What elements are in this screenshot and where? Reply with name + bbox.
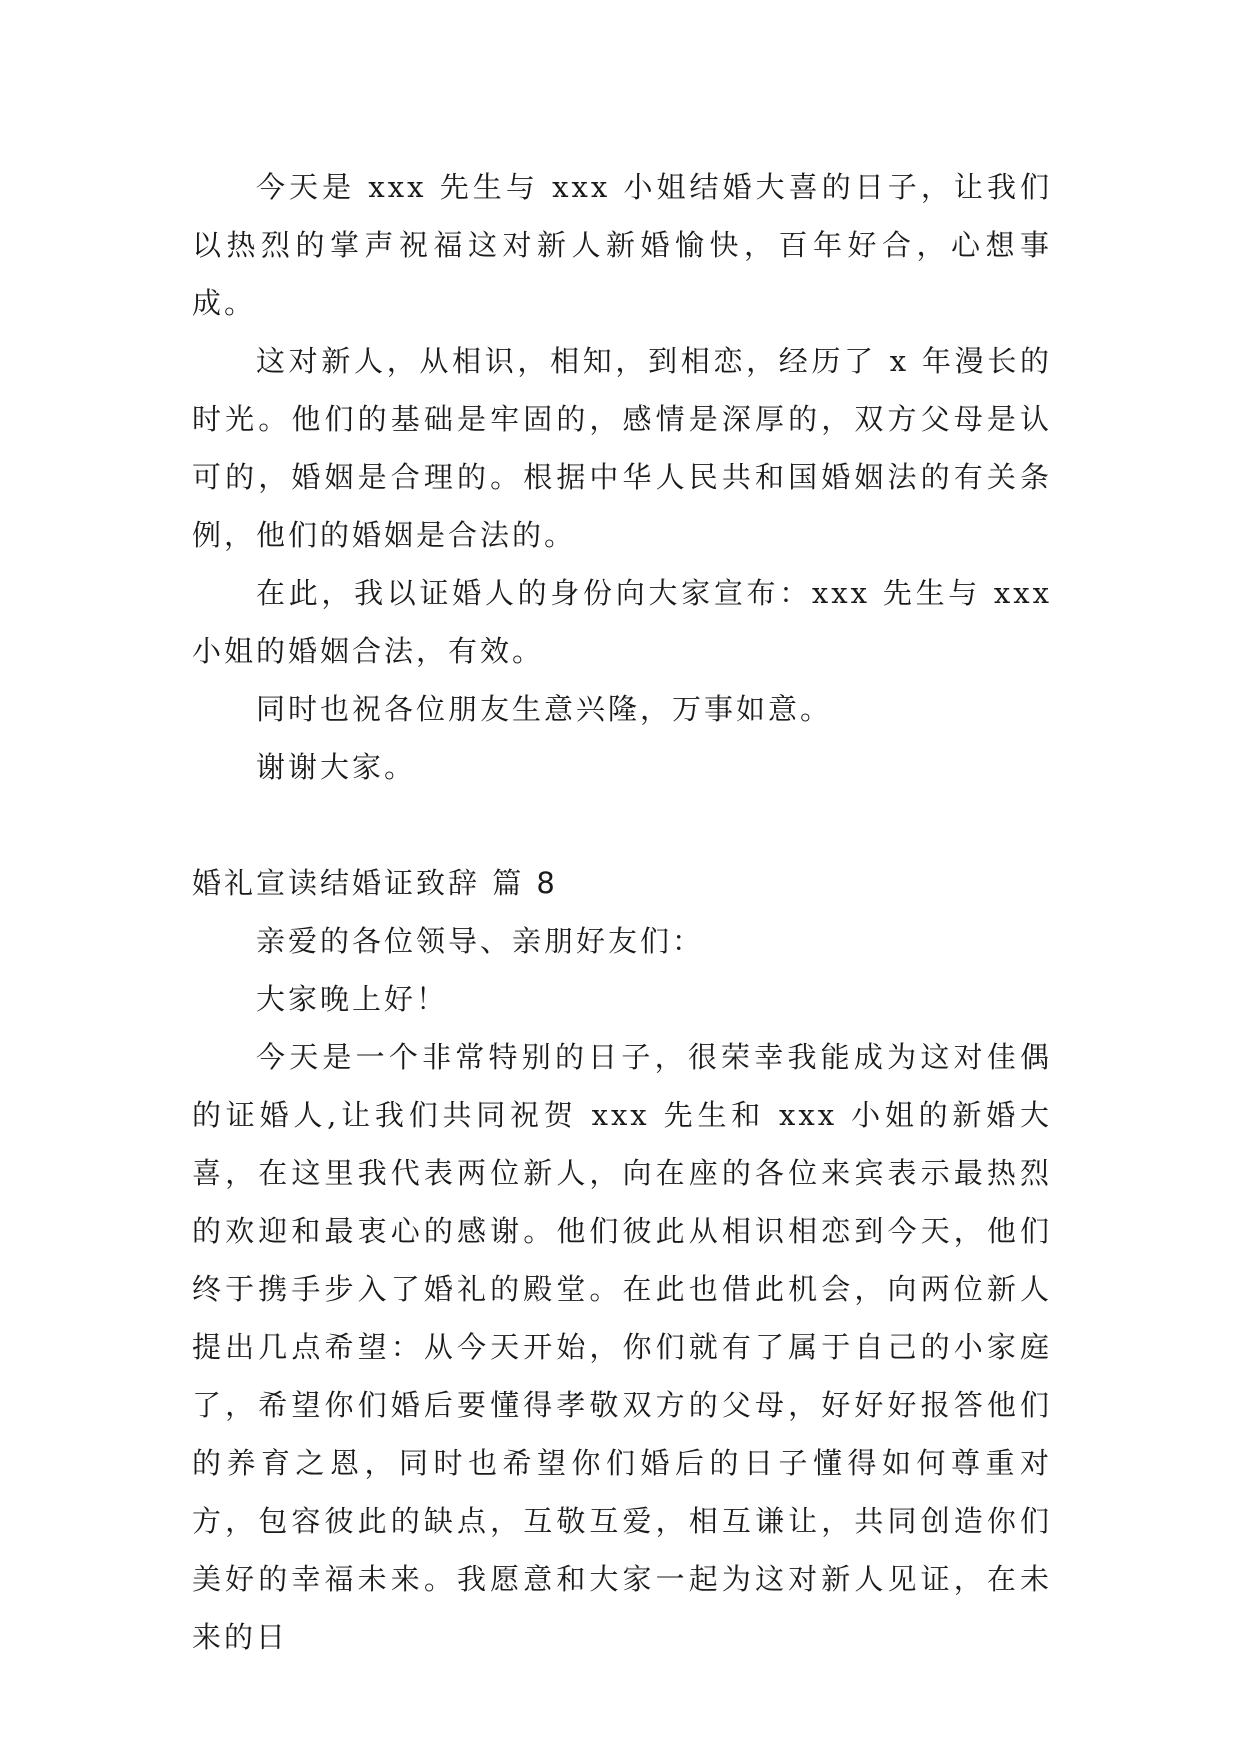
section-heading: 婚礼宣读结婚证致辞 篇 8 — [192, 866, 558, 900]
paragraph-blessing: 今天是 xxx 先生与 xxx 小姐结婚大喜的日子，让我们以热烈的掌声祝福这对新人新婚愉快，百年好合，心想事成。 — [192, 170, 1052, 320]
paragraph-speech-body: 今天是一个非常特别的日子，很荣幸我能成为这对佳偶的证婚人,让我们共同祝贺 xxx 先生和 xxx 小姐的新婚大喜，在这里我代表两位新人，向在座的各位来宾表示最热烈的欢迎和最衷心的感谢。他们彼此从相识相恋到今天，他们终于携手步入了婚礼的殿堂。在此也借此机会，向两位新人提出几点希望：从今天开始，你们就有了属于自己的小家庭了，希望你们婚后要懂得孝敬双方的父母，好好好报答他们的养育之恩，同时也希望你们婚后的日子懂得如何尊重对方，包容彼此的缺点，互敬互爱，相互谦让，共同创造你们美好的幸福未来。我愿意和大家一起为这对新人见证，在未来的日 — [192, 1040, 1052, 1654]
paragraph-greeting-audience: 亲爱的各位领导、亲朋好友们： — [256, 924, 705, 958]
document-body — [192, 158, 1052, 1666]
paragraph-wishes: 同时也祝各位朋友生意兴隆，万事如意。 — [256, 692, 833, 726]
section-gap — [192, 796, 1052, 854]
paragraph-couple-history: 这对新人，从相识，相知，到相恋，经历了 x 年漫长的时光。他们的基础是牢固的，感情是深厚的，双方父母是认可的，婚姻是合理的。根据中华人民共和国婚姻法的有关条例，他们的婚姻是合法的。 — [192, 344, 1052, 552]
paragraph-thanks: 谢谢大家。 — [256, 750, 417, 784]
paragraph-announcement: 在此，我以证婚人的身份向大家宣布：xxx 先生与 xxx 小姐的婚姻合法，有效。 — [192, 576, 1052, 668]
paragraph-good-evening: 大家晚上好！ — [256, 982, 449, 1016]
